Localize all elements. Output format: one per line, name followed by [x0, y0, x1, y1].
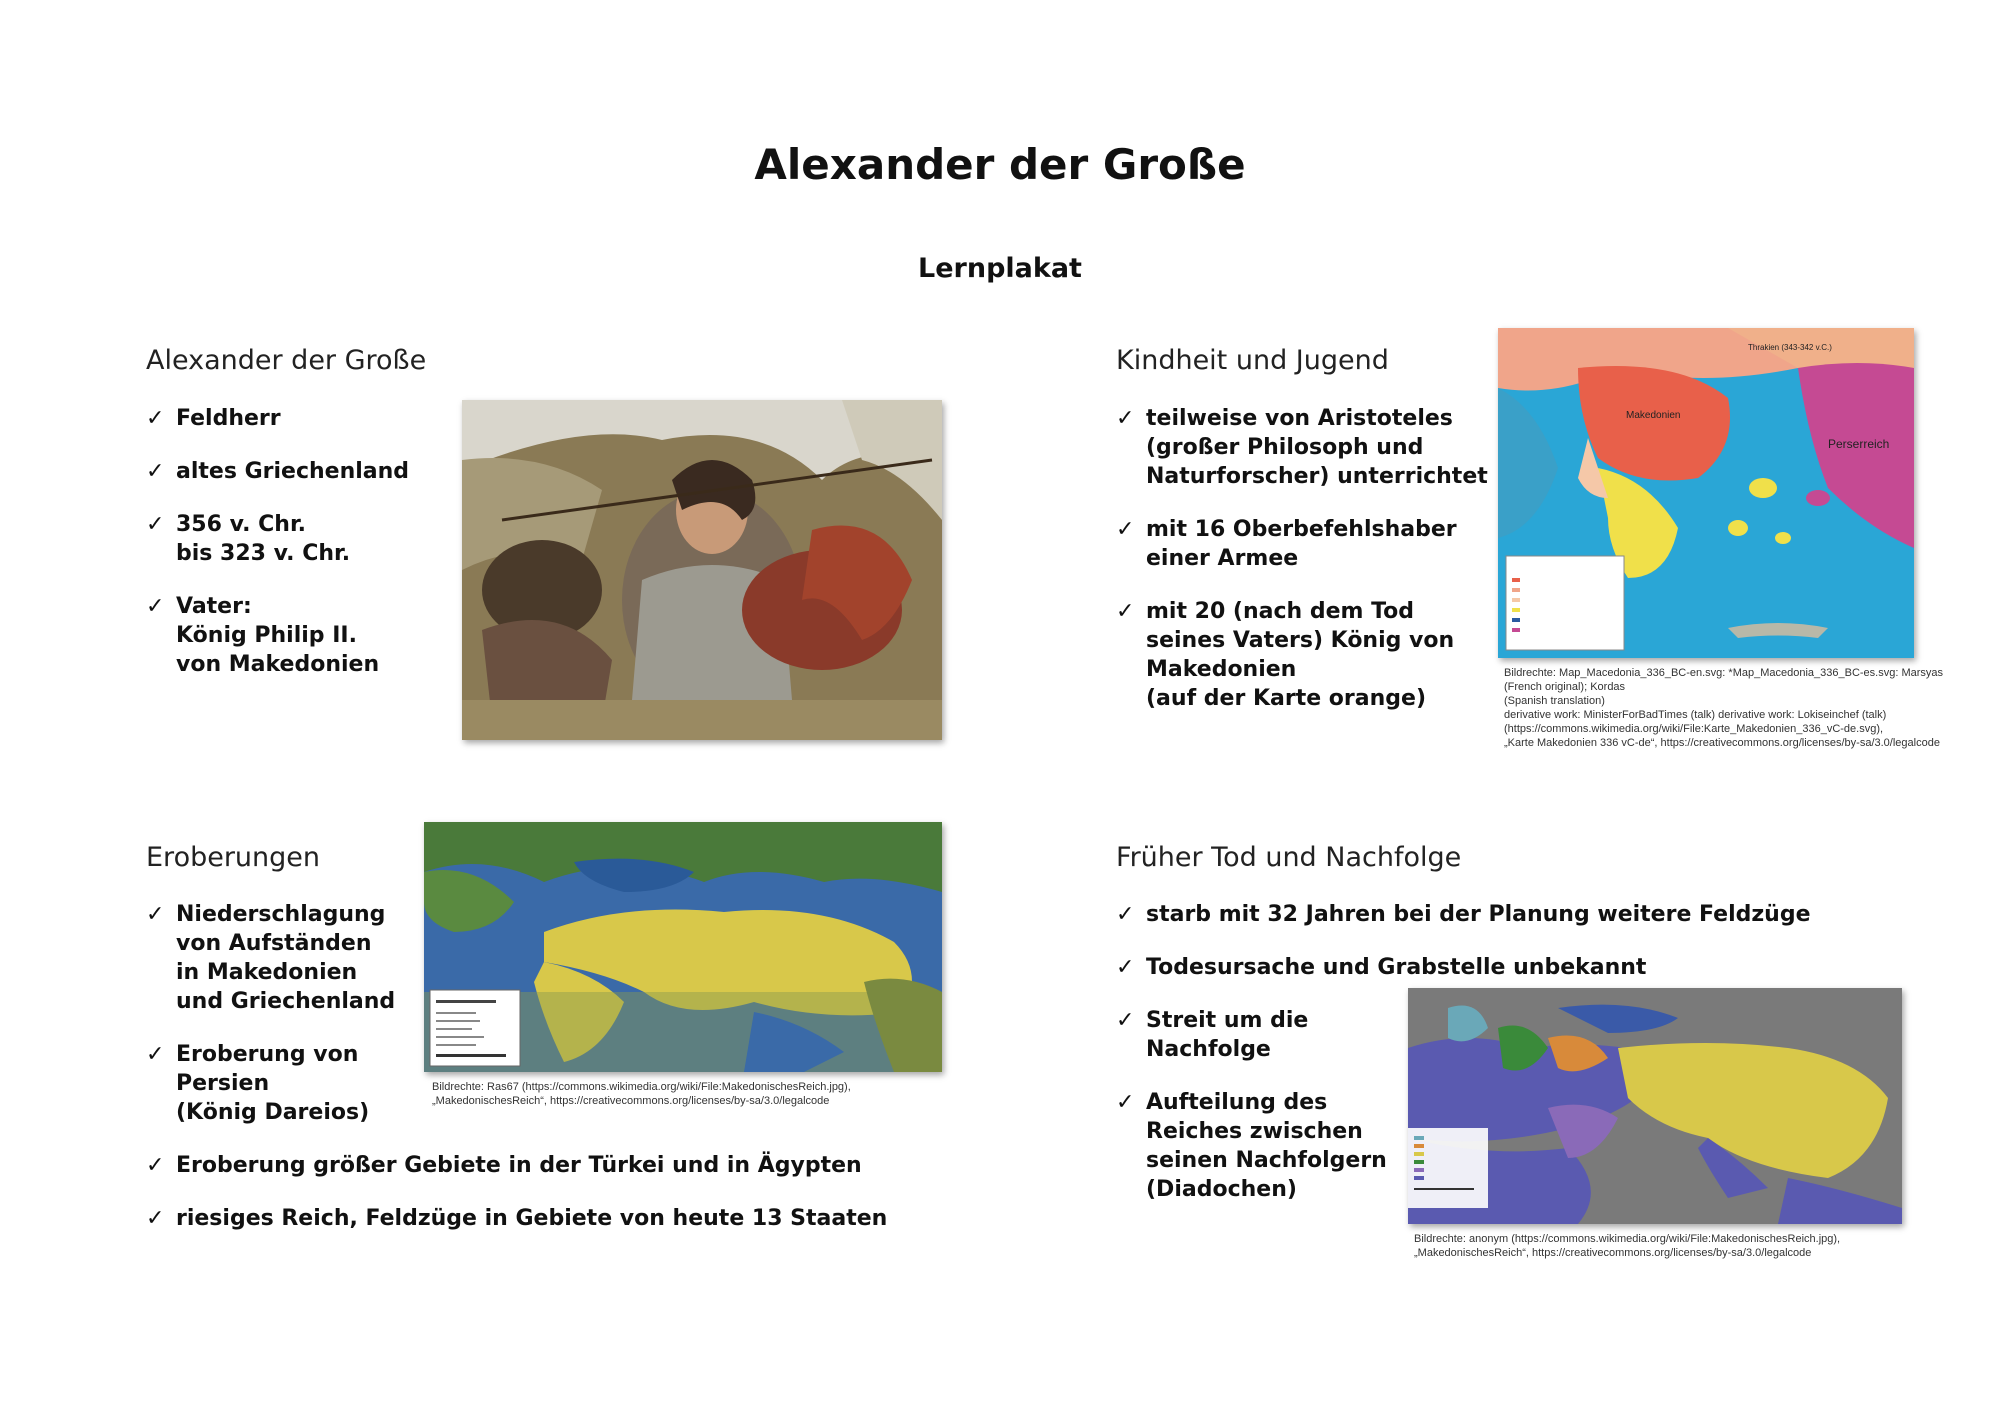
- section-heading-alexander: Alexander der Große: [146, 345, 427, 376]
- list-alexander: [146, 404, 446, 703]
- check-icon: ✓: [1116, 1008, 1135, 1033]
- check-icon: ✓: [1116, 902, 1135, 927]
- list-item: [1116, 515, 1496, 573]
- list-item: [1116, 953, 1916, 982]
- credit-line: derivative work: MinisterForBadTimes (talk) derivative work: Lokiseinchef (talk): [1504, 709, 1887, 721]
- list-item-text: Reiches zwischen: [1146, 1119, 1363, 1144]
- list-item: [146, 404, 446, 433]
- map-label-perserreich: Perserreich: [1828, 437, 1890, 451]
- list-item-text: 356 v. Chr.: [176, 512, 307, 537]
- list-item-text: Eroberung größer Gebiete in der Türkei und in Ägypten: [176, 1153, 862, 1178]
- list-item-text: seinen Nachfolgern: [1146, 1148, 1387, 1173]
- list-item-text: von Aufständen: [176, 931, 372, 956]
- section-heading-eroberungen: Eroberungen: [146, 842, 321, 873]
- map-label-thrakien: Thrakien (343-342 v.C.): [1748, 343, 1832, 352]
- list-item: [146, 510, 446, 568]
- list-item-text: altes Griechenland: [176, 459, 410, 484]
- list-item: [1116, 900, 1916, 929]
- page-subtitle: Lernplakat: [918, 253, 1082, 284]
- section-heading-kindheit: Kindheit und Jugend: [1116, 345, 1389, 376]
- check-icon: ✓: [146, 406, 165, 431]
- list-item-text: riesiges Reich, Feldzüge in Gebiete von heute 13 Staaten: [176, 1206, 888, 1231]
- list-item-text: Eroberung von: [176, 1042, 359, 1067]
- list-item: [1116, 404, 1496, 491]
- credit-line: (https://commons.wikimedia.org/wiki/File:Karte_Makedonien_336_vC-de.svg),: [1504, 723, 1884, 735]
- list-item-text: mit 20 (nach dem Tod: [1146, 599, 1415, 624]
- list-item-text: Naturforscher) unterrichtet: [1146, 464, 1488, 489]
- list-item-text: bis 323 v. Chr.: [176, 541, 351, 566]
- list-item-text: mit 16 Oberbefehlshaber: [1146, 517, 1457, 542]
- list-item-text: seines Vaters) König von: [1146, 628, 1455, 653]
- mosaic-image: [462, 400, 942, 740]
- list-item-text: Nachfolge: [1146, 1037, 1271, 1062]
- section-heading-tod: Früher Tod und Nachfolge: [1116, 842, 1462, 873]
- credit-line: „MakedonischesReich“, https://creativecommons.org/licenses/by-sa/3.0/legalcode: [1414, 1247, 1812, 1259]
- list-item-text: Vater:: [176, 594, 252, 619]
- list-item-text: und Griechenland: [176, 989, 396, 1014]
- list-item-text: einer Armee: [1146, 546, 1299, 571]
- list-item: [146, 457, 446, 486]
- credit-line: (Spanish translation): [1504, 695, 1605, 707]
- list-item-text: (auf der Karte orange): [1146, 686, 1427, 711]
- check-icon: ✓: [1116, 406, 1135, 431]
- list-item: [146, 1204, 946, 1233]
- list-item-text: (großer Philosoph und: [1146, 435, 1424, 460]
- list-item-text: Niederschlagung: [176, 902, 386, 927]
- check-icon: ✓: [146, 594, 165, 619]
- list-item-text: teilweise von Aristoteles: [1146, 406, 1453, 431]
- credit-line: „Karte Makedonien 336 vC-de“, https://creativecommons.org/licenses/by-sa/3.0/legalcode: [1504, 737, 1940, 749]
- check-icon: ✓: [146, 1153, 165, 1178]
- check-icon: ✓: [146, 512, 165, 537]
- map-empire-image: [424, 822, 942, 1072]
- check-icon: ✓: [1116, 599, 1135, 624]
- map-label-makedonien: Makedonien: [1626, 410, 1681, 421]
- image-credit-kindheit: [1504, 666, 1944, 750]
- list-item-text: starb mit 32 Jahren bei der Planung weitere Feldzüge: [1146, 902, 1811, 927]
- check-icon: ✓: [146, 902, 165, 927]
- list-item: [1116, 597, 1496, 713]
- check-icon: ✓: [1116, 517, 1135, 542]
- list-item-text: (König Dareios): [176, 1100, 370, 1125]
- list-item-text: in Makedonien: [176, 960, 358, 985]
- image-credit-tod: [1414, 1232, 1934, 1260]
- list-item-text: Aufteilung des: [1146, 1090, 1328, 1115]
- list-item-text: von Makedonien: [176, 652, 380, 677]
- check-icon: ✓: [1116, 955, 1135, 980]
- credit-line: „MakedonischesReich“, https://creativecommons.org/licenses/by-sa/3.0/legalcode: [432, 1095, 830, 1107]
- check-icon: ✓: [1116, 1090, 1135, 1115]
- page-title: Alexander der Große: [754, 140, 1246, 189]
- list-item-text: (Diadochen): [1146, 1177, 1297, 1202]
- credit-line: Bildrechte: Ras67 (https://commons.wikimedia.org/wiki/File:MakedonischesReich.jpg),: [432, 1081, 851, 1093]
- check-icon: ✓: [146, 1206, 165, 1231]
- list-kindheit: [1116, 404, 1496, 737]
- image-credit-eroberungen: [432, 1080, 952, 1108]
- check-icon: ✓: [146, 459, 165, 484]
- list-item-text: Persien: [176, 1071, 270, 1096]
- credit-line: Bildrechte: anonym (https://commons.wikimedia.org/wiki/File:MakedonischesReich.jpg),: [1414, 1233, 1841, 1245]
- list-item: [146, 592, 446, 679]
- credit-line: Bildrechte: Map_Macedonia_336_BC-en.svg: *Map_Macedonia_336_BC-es.svg: Marsyas (French original); Kordas: [1504, 667, 1944, 693]
- list-item-text: Todesursache und Grabstelle unbekannt: [1146, 955, 1647, 980]
- list-item: [146, 1151, 946, 1180]
- list-item-text: Feldherr: [176, 406, 281, 431]
- list-item-text: Makedonien: [1146, 657, 1297, 682]
- map-macedonia-image: [1498, 328, 1914, 658]
- check-icon: ✓: [146, 1042, 165, 1067]
- map-diadochen-image: [1408, 988, 1902, 1224]
- list-item-text: Streit um die: [1146, 1008, 1309, 1033]
- list-item-text: König Philip II.: [176, 623, 357, 648]
